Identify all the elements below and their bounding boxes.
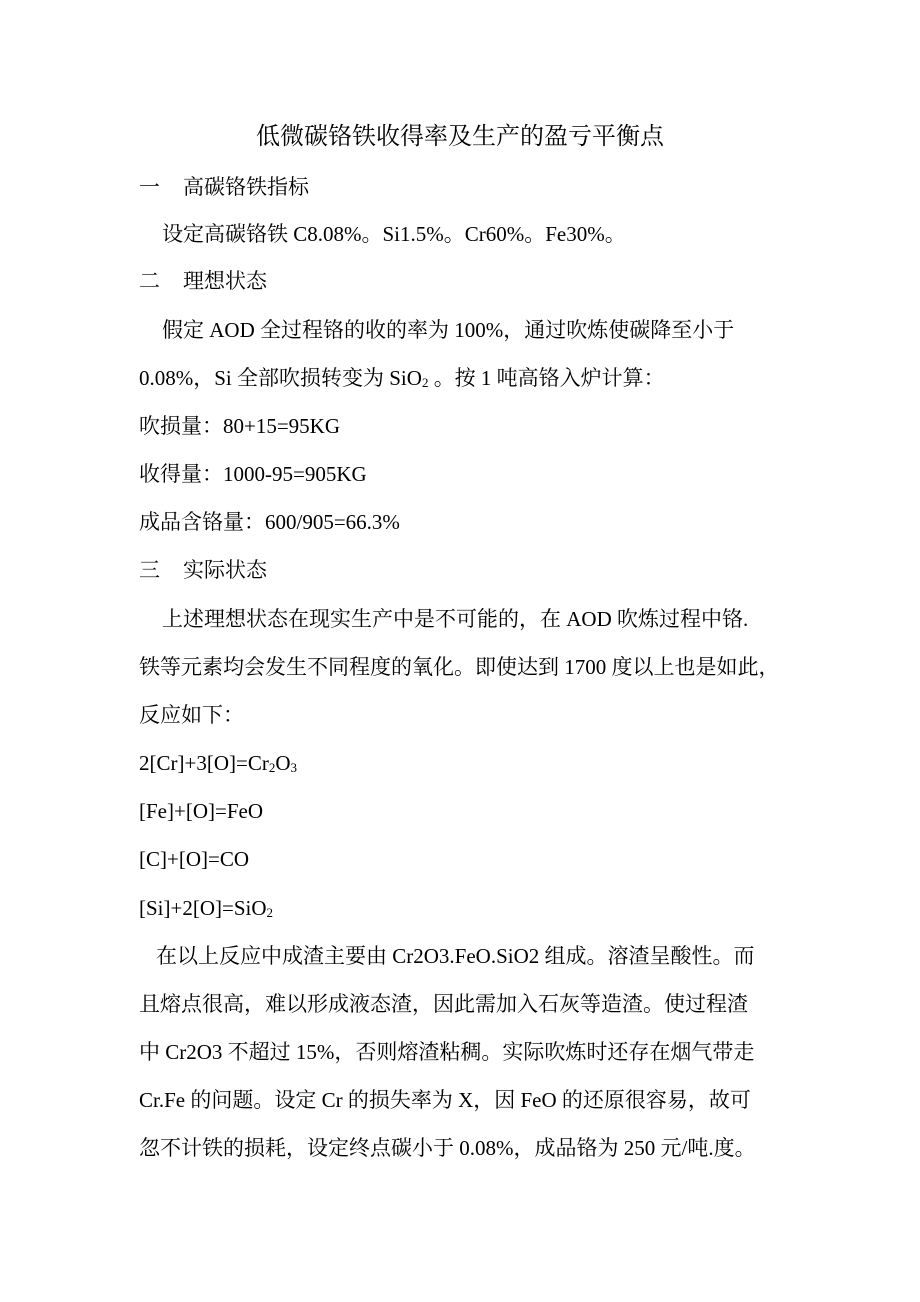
section-3-paragraph-2-line-4: Cr.Fe 的问题。设定 Cr 的损失率为 X，因 FeO 的还原很容易，故可 [139,1088,751,1112]
section-2-title: 理想状态 [183,269,267,293]
section-3-paragraph-2-line-5: 忽不计铁的损耗，设定终点碳小于 0.08%，成品铬为 250 元/吨.度。 [139,1136,756,1160]
eq1-part-a: 2[Cr]+3[O]=Cr [139,751,269,775]
eq1-subscript-1: 2 [268,760,276,775]
section-1-title: 高碳铬铁指标 [183,175,309,199]
section-3-paragraph-2-line-3: 中 Cr2O3 不超过 15%，否则熔渣粘稠。实际吹炼时还存在烟气带走 [139,1040,755,1064]
section-1-number: 一 [139,175,160,199]
section-3-heading [139,557,267,583]
equation-chromium-oxidation [139,750,297,776]
section-2-number: 二 [139,269,160,293]
section-3-title: 实际状态 [183,558,267,582]
sio2-subscript: 2 [421,375,429,390]
section-2-heading [139,268,267,294]
chromium-content-line: 成品含铬量：600/905=66.3% [139,510,400,534]
section-1-text: 设定高碳铬铁 C8.08%。Si1.5%。Cr60%。Fe30%。 [162,222,626,246]
section-3-paragraph-1-line-2: 铁等元素均会发生不同程度的氧化。即使达到 1700 度以上也是如此， [139,655,780,679]
section-2-paragraph-line-1: 假定 AOD 全过程铬的收的率为 100%，通过吹炼使碳降至小于 [162,318,735,342]
section-3-paragraph-1-line-3: 反应如下： [139,703,244,727]
eq4-part-a: [Si]+2[O]=SiO [139,896,267,920]
equation-carbon-oxidation: [C]+[O]=CO [139,847,250,871]
loss-amount-line: 吹损量：80+15=95KG [139,414,341,438]
yield-amount-line: 收得量：1000-95=905KG [139,462,367,486]
document-title: 低微碳铬铁收得率及生产的盈亏平衡点 [256,124,664,150]
equation-silicon-oxidation [139,895,273,921]
section-3-paragraph-1-line-1: 上述理想状态在现实生产中是不可能的，在 AOD 吹炼过程中铬. [162,607,749,631]
equation-iron-oxidation: [Fe]+[O]=FeO [139,799,263,823]
eq1-part-b: O [275,751,291,775]
section-1-heading [139,174,309,200]
section-2-paragraph-line-2 [139,365,665,391]
section-3-number: 三 [139,558,160,582]
eq1-subscript-2: 3 [290,760,297,775]
eq4-subscript: 2 [266,905,274,920]
section-3-paragraph-2-line-1: 在以上反应中成渣主要由 Cr2O3.FeO.SiO2 组成。溶渣呈酸性。而 [156,944,755,968]
section-2-line-2-part-a: 0.08%，Si 全部吹损转变为 SiO [139,366,422,390]
section-3-paragraph-2-line-2: 且熔点很高，难以形成液态渣，因此需加入石灰等造渣。使过程渣 [139,992,748,1016]
section-2-line-2-part-b: 。按 1 吨高铬入炉计算： [428,366,665,390]
